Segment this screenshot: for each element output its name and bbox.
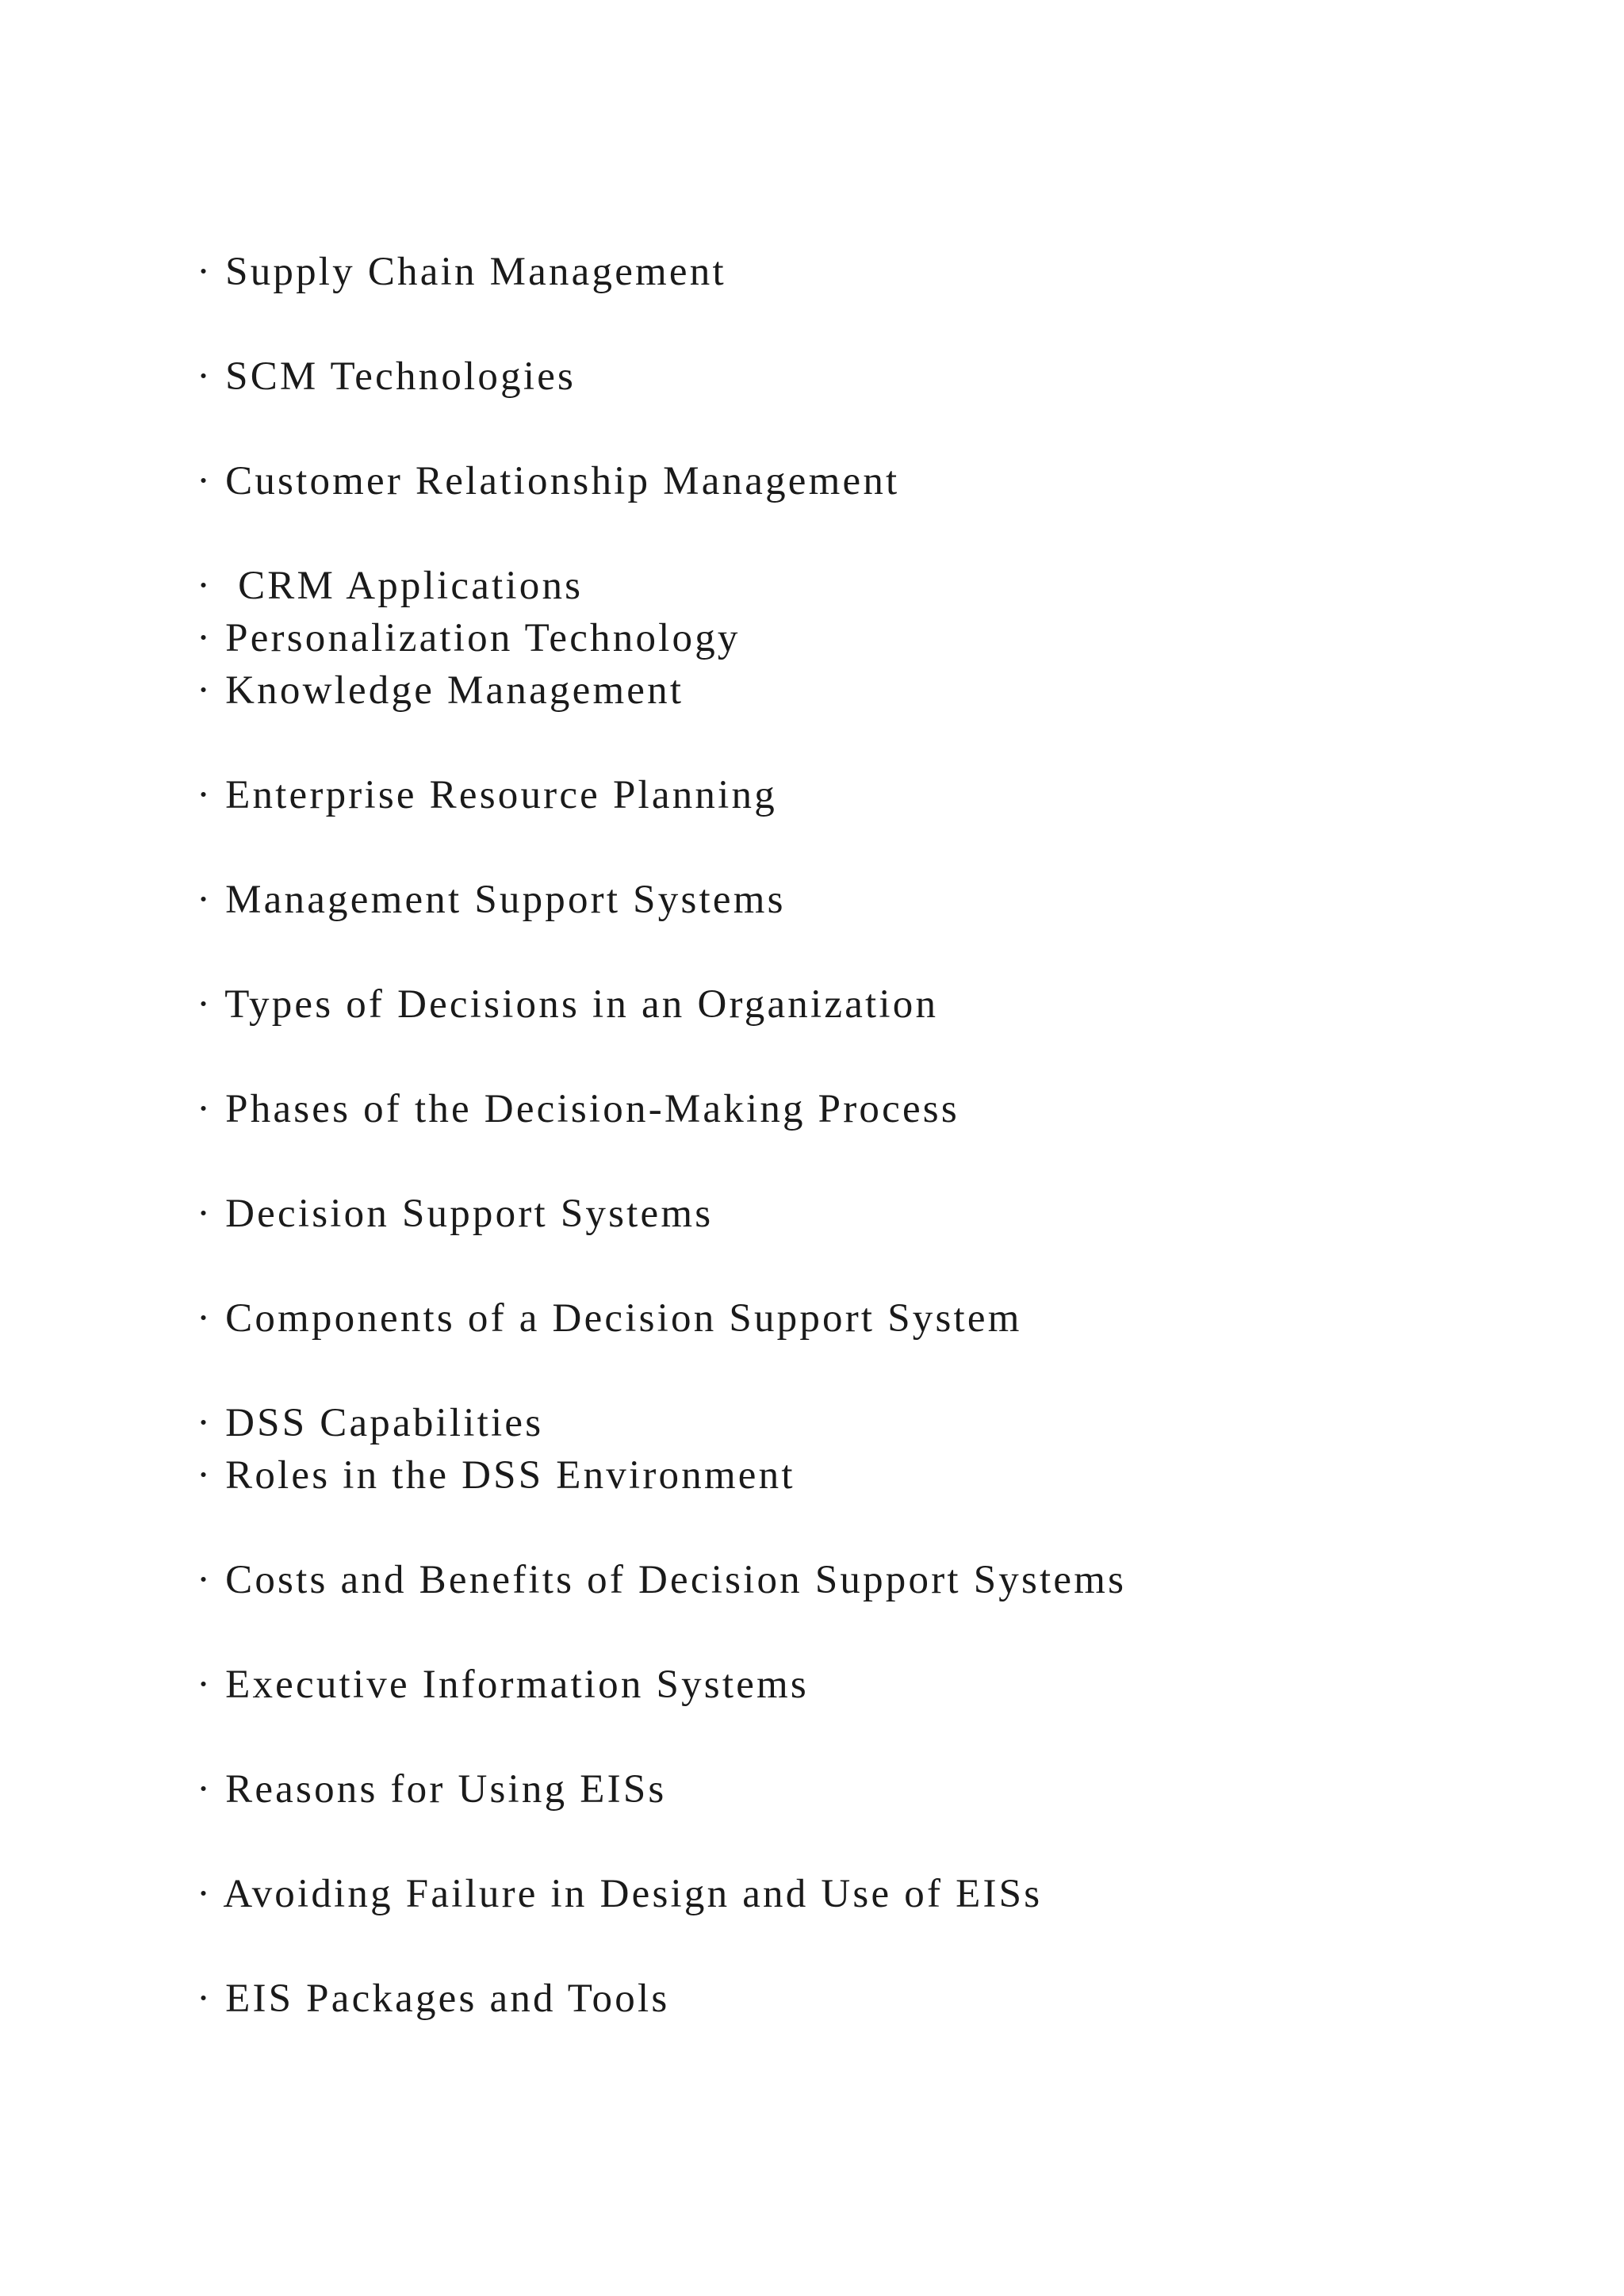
outline-item: · Personalization Technology [197, 616, 741, 660]
outline-item: · SCM Technologies [197, 354, 576, 399]
outline-item: · Customer Relationship Management [197, 459, 900, 503]
outline-item: · Supply Chain Management [197, 250, 726, 294]
outline-item: · Roles in the DSS Environment [197, 1453, 795, 1498]
outline-item: · EIS Packages and Tools [197, 1976, 670, 2021]
outline-item: · Decision Support Systems [197, 1192, 714, 1236]
outline-item: · Costs and Benefits of Decision Support Systems [197, 1558, 1127, 1602]
outline-item: · Phases of the Decision-Making Process [197, 1087, 959, 1131]
outline-item: · Enterprise Resource Planning [197, 773, 777, 817]
outline-item: · Knowledge Management [197, 668, 684, 713]
outline-item: · Avoiding Failure in Design and Use of EISs [197, 1872, 1043, 1916]
outline-item: · Components of a Decision Support System [197, 1296, 1022, 1341]
outline-item: · Management Support Systems [197, 878, 786, 922]
topic-outline [197, 246, 1126, 2025]
outline-item: · CRM Applications [197, 564, 584, 608]
outline-item: · DSS Capabilities [197, 1401, 544, 1445]
outline-item: · Types of Decisions in an Organization [197, 982, 939, 1027]
outline-item: · Reasons for Using EISs [197, 1767, 667, 1812]
outline-item: · Executive Information Systems [197, 1663, 809, 1707]
